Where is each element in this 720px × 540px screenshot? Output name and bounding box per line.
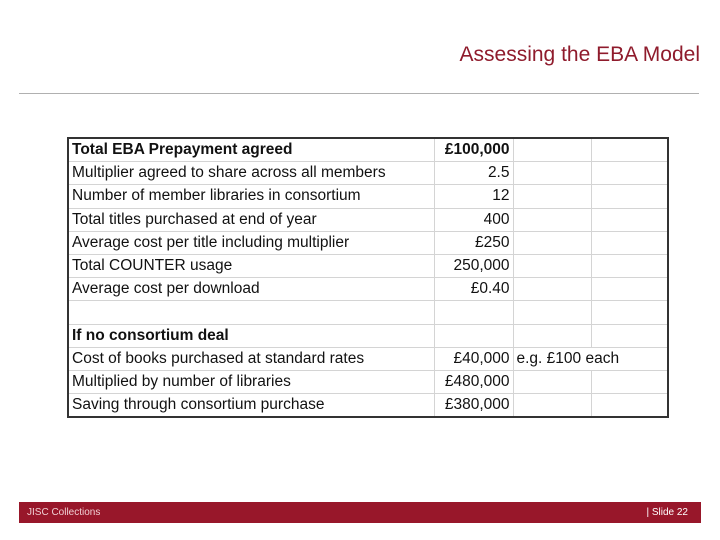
row-label: If no consortium deal xyxy=(68,324,434,347)
row-value xyxy=(434,301,513,324)
row-value: £100,000 xyxy=(434,138,513,162)
table-row xyxy=(68,162,668,185)
row-note xyxy=(513,138,591,162)
row-label: Saving through consortium purchase xyxy=(68,394,434,418)
row-label: Average cost per title including multiplier xyxy=(68,231,434,254)
row-note: e.g. £100 each xyxy=(513,347,591,370)
row-label: Multiplied by number of libraries xyxy=(68,370,434,393)
row-note xyxy=(513,394,591,418)
row-note xyxy=(513,162,591,185)
row-label xyxy=(68,301,434,324)
empty-cell xyxy=(591,370,668,393)
row-value: 12 xyxy=(434,185,513,208)
table-row xyxy=(68,394,668,418)
table-row xyxy=(68,208,668,231)
empty-cell xyxy=(591,231,668,254)
table-row xyxy=(68,370,668,393)
table-row xyxy=(68,185,668,208)
table-row xyxy=(68,231,668,254)
row-note xyxy=(513,301,591,324)
title-divider xyxy=(19,93,699,94)
row-label: Total titles purchased at end of year xyxy=(68,208,434,231)
empty-cell xyxy=(591,394,668,418)
row-note xyxy=(513,278,591,301)
eba-cost-table xyxy=(67,137,669,418)
row-value xyxy=(434,324,513,347)
row-label: Average cost per download xyxy=(68,278,434,301)
table-row xyxy=(68,278,668,301)
table-row xyxy=(68,347,668,370)
row-label: Total EBA Prepayment agreed xyxy=(68,138,434,162)
table-row xyxy=(68,254,668,277)
row-note xyxy=(513,185,591,208)
row-label: Number of member libraries in consortium xyxy=(68,185,434,208)
row-value: 250,000 xyxy=(434,254,513,277)
row-note xyxy=(513,254,591,277)
empty-cell xyxy=(591,301,668,324)
table-row xyxy=(68,138,668,162)
row-note xyxy=(513,324,591,347)
empty-cell xyxy=(591,138,668,162)
row-label: Cost of books purchased at standard rates xyxy=(68,347,434,370)
empty-cell xyxy=(591,324,668,347)
row-label: Total COUNTER usage xyxy=(68,254,434,277)
table-row xyxy=(68,301,668,324)
row-value: 2.5 xyxy=(434,162,513,185)
table-row xyxy=(68,324,668,347)
row-note xyxy=(513,370,591,393)
row-value: 400 xyxy=(434,208,513,231)
row-value: £40,000 xyxy=(434,347,513,370)
empty-cell xyxy=(591,254,668,277)
slide-number: | Slide 22 xyxy=(646,507,688,518)
row-note xyxy=(513,208,591,231)
empty-cell xyxy=(591,208,668,231)
empty-cell xyxy=(591,162,668,185)
empty-cell xyxy=(591,278,668,301)
empty-cell xyxy=(591,185,668,208)
slide-title: Assessing the EBA Model xyxy=(459,43,700,66)
footer-bar xyxy=(19,502,701,523)
row-value: £250 xyxy=(434,231,513,254)
row-label: Multiplier agreed to share across all members xyxy=(68,162,434,185)
row-value: £380,000 xyxy=(434,394,513,418)
footer-org: JISC Collections xyxy=(27,507,101,518)
row-value: £0.40 xyxy=(434,278,513,301)
row-note xyxy=(513,231,591,254)
row-value: £480,000 xyxy=(434,370,513,393)
